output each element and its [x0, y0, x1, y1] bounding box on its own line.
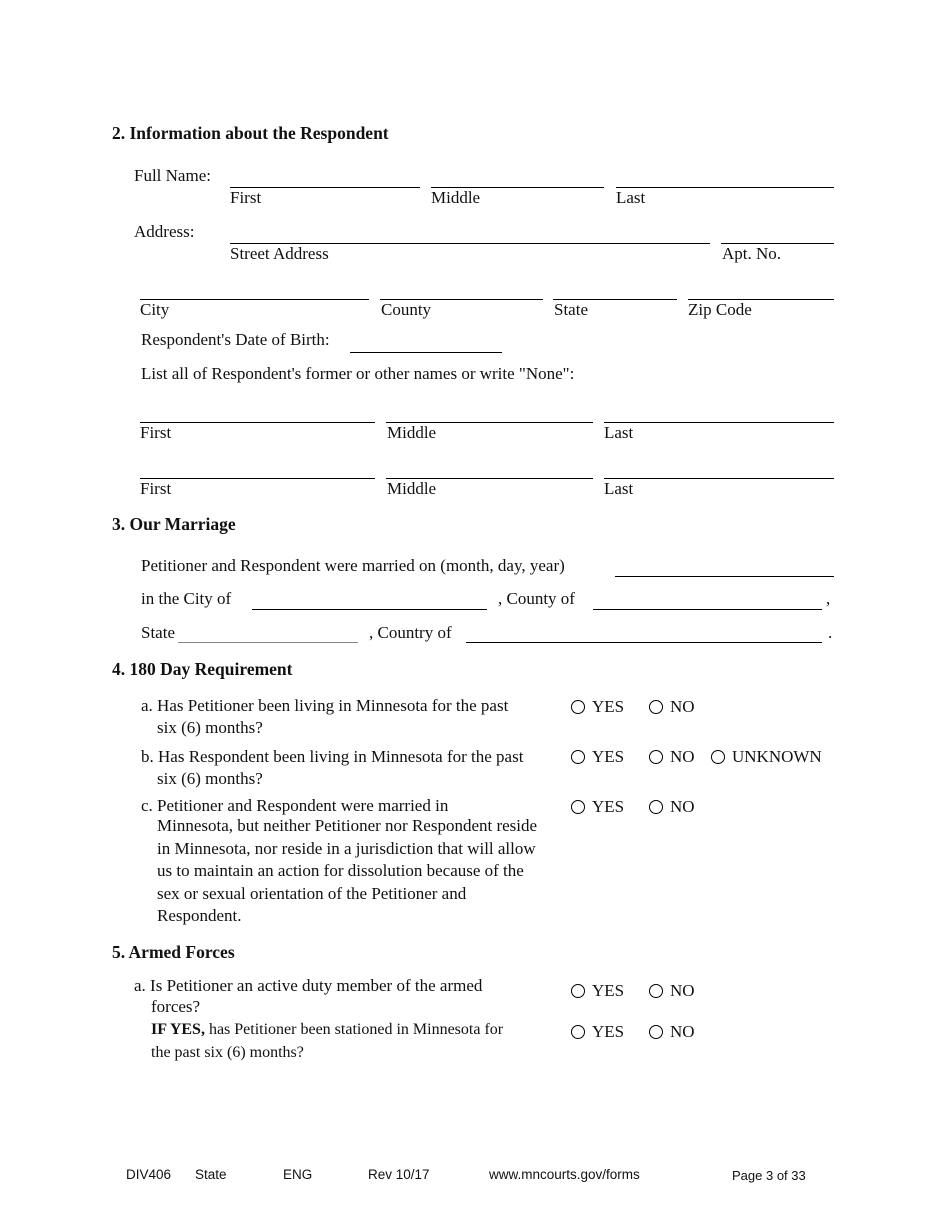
q5a-yes-radio[interactable]: [571, 984, 585, 998]
q5a-followup-no-radio[interactable]: [649, 1025, 663, 1039]
q4b-unknown-label: UNKNOWN: [732, 747, 822, 766]
q5a-yes-label: YES: [592, 981, 625, 1000]
city-of-label: in the City of: [141, 589, 232, 608]
married-on-label: Petitioner and Respondent were married on (month, day, year): [141, 556, 565, 575]
full-name-label: Full Name:: [134, 166, 211, 185]
question-4a-cont: six (6) months?: [157, 718, 263, 737]
q4a-yes-radio[interactable]: [571, 700, 585, 714]
footer-lang: ENG: [283, 1167, 313, 1182]
q4a-yes-label: YES: [592, 697, 625, 716]
q4c-no-radio[interactable]: [649, 800, 663, 814]
marriage-city-field[interactable]: [252, 609, 487, 610]
q4a-no-radio[interactable]: [649, 700, 663, 714]
footer-page: Page 3 of 33: [732, 1168, 806, 1183]
former-first-caption-2: First: [140, 479, 172, 498]
former-last-caption-2: Last: [604, 479, 634, 498]
question-5a-followup: [151, 1022, 503, 1038]
section-5-heading: 5. Armed Forces: [112, 942, 235, 962]
marriage-state-field[interactable]: [178, 642, 358, 643]
question-5a: a. Is Petitioner an active duty member of the armed: [134, 976, 483, 995]
former-last-caption-1: Last: [604, 423, 634, 442]
former-middle-caption-2: Middle: [387, 479, 437, 498]
former-first-field-2[interactable]: [140, 478, 375, 479]
q4c-yes-radio[interactable]: [571, 800, 585, 814]
q4a-no-label: NO: [670, 697, 695, 716]
question-5a-followup-cont: the past six (6) months?: [151, 1044, 304, 1061]
state-label: State: [141, 623, 175, 642]
country-period: .: [828, 623, 833, 642]
middle-caption: Middle: [431, 188, 481, 207]
dob-label: Respondent's Date of Birth:: [141, 330, 330, 349]
former-names-label: List all of Respondent's former or other names or write "None":: [141, 364, 575, 383]
question-4b-cont: six (6) months?: [157, 769, 263, 788]
former-first-caption-1: First: [140, 423, 172, 442]
q5a-no-radio[interactable]: [649, 984, 663, 998]
q4c-yes-label: YES: [592, 797, 625, 816]
state-caption: State: [554, 300, 588, 319]
apt-no-caption: Apt. No.: [722, 244, 782, 263]
q4b-yes-label: YES: [592, 747, 625, 766]
section-2-heading: 2. Information about the Respondent: [112, 123, 389, 143]
question-4c-cont: Minnesota, but neither Petitioner nor Respondent reside in Minnesota, nor reside in a jurisdiction that will allow us to maintain an action for dissolution because of the sex or sexual orientation of the Petitioner and Respondent.: [157, 816, 538, 925]
zip-code-caption: Zip Code: [688, 300, 752, 319]
q4b-no-label: NO: [670, 747, 695, 766]
q5a-followup-yes-label: YES: [592, 1022, 625, 1041]
section-3-heading: 3. Our Marriage: [112, 514, 236, 534]
question-4a: a. Has Petitioner been living in Minnesota for the past: [141, 696, 509, 715]
marriage-county-field[interactable]: [593, 609, 822, 610]
dob-field[interactable]: [350, 352, 502, 353]
section-4-heading: 4. 180 Day Requirement: [112, 659, 293, 679]
street-address-caption: Street Address: [230, 244, 329, 263]
city-field[interactable]: [140, 299, 369, 300]
footer-state: State: [195, 1167, 227, 1182]
country-of-label: , Country of: [369, 623, 452, 642]
if-yes-label: IF YES,: [151, 1021, 205, 1038]
footer-form-id: DIV406: [126, 1167, 172, 1182]
question-5a-followup-text: has Petitioner been stationed in Minnesota for: [204, 1021, 504, 1038]
marriage-country-field[interactable]: [466, 642, 822, 643]
county-comma: ,: [826, 589, 831, 608]
former-middle-caption-1: Middle: [387, 423, 437, 442]
q4b-yes-radio[interactable]: [571, 750, 585, 764]
q4b-unknown-radio[interactable]: [711, 750, 725, 764]
question-4b: b. Has Respondent been living in Minnesota for the past: [141, 747, 524, 766]
question-4c: c. Petitioner and Respondent were married in: [141, 796, 449, 815]
marriage-date-field[interactable]: [615, 576, 834, 577]
first-caption: First: [230, 188, 262, 207]
city-caption: City: [140, 300, 170, 319]
question-5a-cont: forces?: [151, 997, 201, 1016]
county-caption: County: [381, 300, 432, 319]
q4b-no-radio[interactable]: [649, 750, 663, 764]
q5a-followup-no-label: NO: [670, 1022, 695, 1041]
footer-url[interactable]: www.mncourts.gov/forms: [489, 1167, 640, 1182]
q4c-no-label: NO: [670, 797, 695, 816]
q5a-no-label: NO: [670, 981, 695, 1000]
last-caption: Last: [616, 188, 646, 207]
q5a-followup-yes-radio[interactable]: [571, 1025, 585, 1039]
former-first-field-1[interactable]: [140, 422, 375, 423]
former-last-field-1[interactable]: [604, 422, 834, 423]
former-last-field-2[interactable]: [604, 478, 834, 479]
footer-rev: Rev 10/17: [368, 1167, 430, 1182]
last-name-field[interactable]: [616, 187, 834, 188]
county-of-label: , County of: [498, 589, 575, 608]
address-label: Address:: [134, 222, 195, 241]
